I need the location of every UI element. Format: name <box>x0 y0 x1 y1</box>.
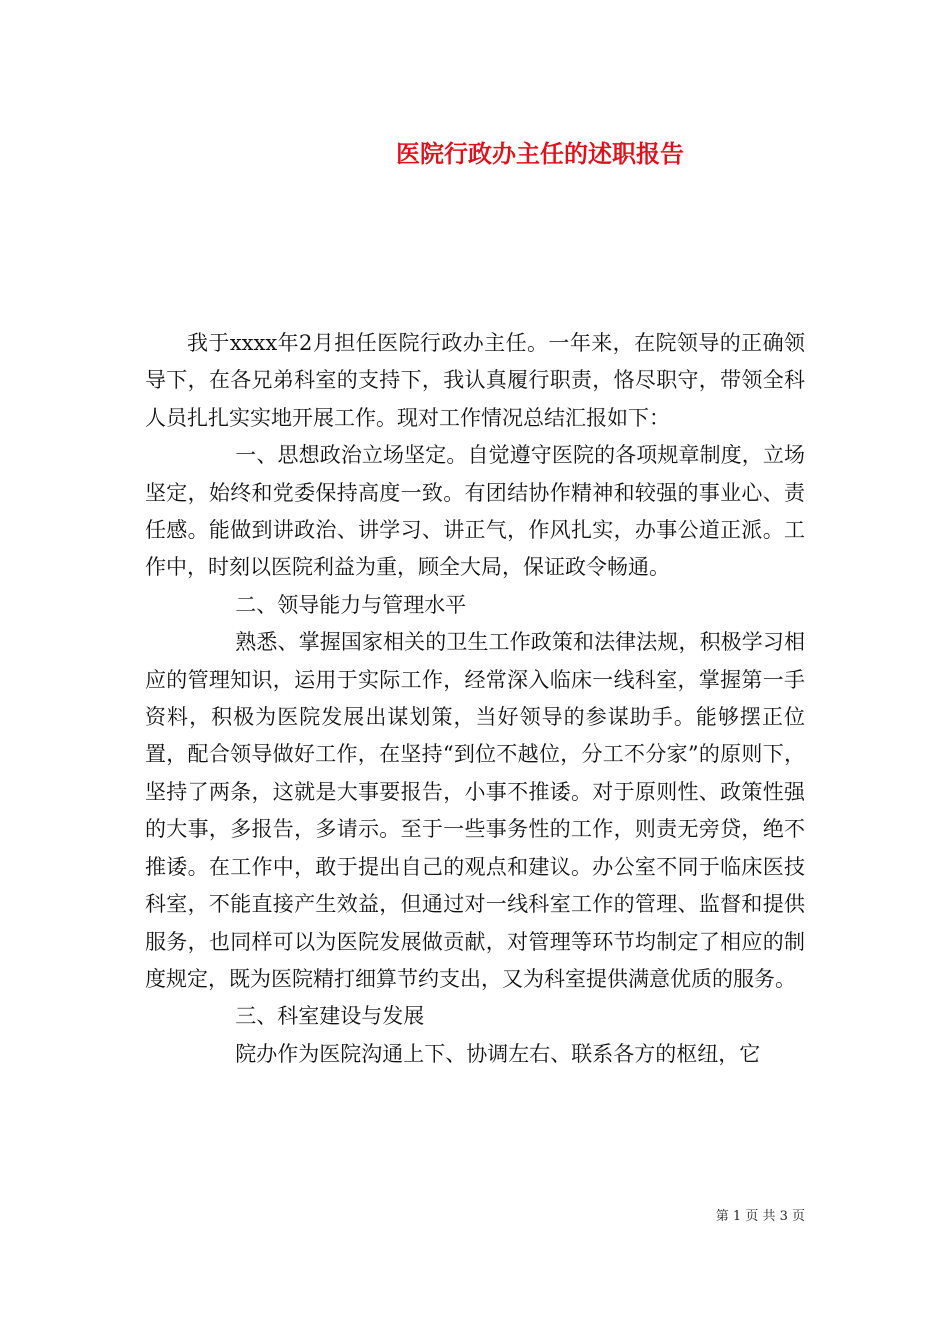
document-title: 医院行政办主任的述职报告 <box>396 139 684 168</box>
paragraph-section-1: 一、思想政治立场坚定。自觉遵守医院的各项规章制度，立场坚定，始终和党委保持高度一致。有团结协作精神和较强的事业心、责任感。能做到讲政治、讲学习、讲正气，作风扎实，办事公道正派。工作中，时刻以医院利益为重，顾全大局，保证政令畅通。 <box>145 443 805 580</box>
paragraph-section-2: 熟悉、掌握国家相关的卫生工作政策和法律法规，积极学习相应的管理知识，运用于实际工作，经常深入临床一线科室，掌握第一手资料，积极为医院发展出谋划策，当好领导的参谋助手。能够摆正位置，配合领导做好工作，在坚持“到位不越位，分工不分家”的原则下，坚持了两条，这就是大事要报告，小事不推诿。对于原则性、政策性强的大事，多报告，多请示。至于一些事务性的工作，则责无旁贷，绝不推诿。在工作中，敢于提出自己的观点和建议。办公室不同于临床医技科室，不能直接产生效益，但通过对一线科室工作的管理、监督和提供服务，也同样可以为医院发展做贡献，对管理等环节均制定了相应的制度规定，既为医院精打细算节约支出，又为科室提供满意优质的服务。 <box>145 630 805 991</box>
paragraph-section-3: 院办作为医院沟通上下、协调左右、联系各方的枢纽，它 <box>235 1041 761 1066</box>
paragraph-intro: 我于xxxx年2月担任医院行政办主任。一年来，在院领导的正确领导下，在各兄弟科室的支持下，我认真履行职责，恪尽职守，带领全科人员扎扎实实地开展工作。现对工作情况总结汇报如下： <box>145 331 805 430</box>
heading-section-2: 二、领导能力与管理水平 <box>235 592 467 617</box>
page-number-footer: 第 1 页 共 3 页 <box>715 1209 805 1224</box>
heading-section-3: 三、科室建设与发展 <box>235 1004 425 1029</box>
document-body <box>145 325 805 1073</box>
